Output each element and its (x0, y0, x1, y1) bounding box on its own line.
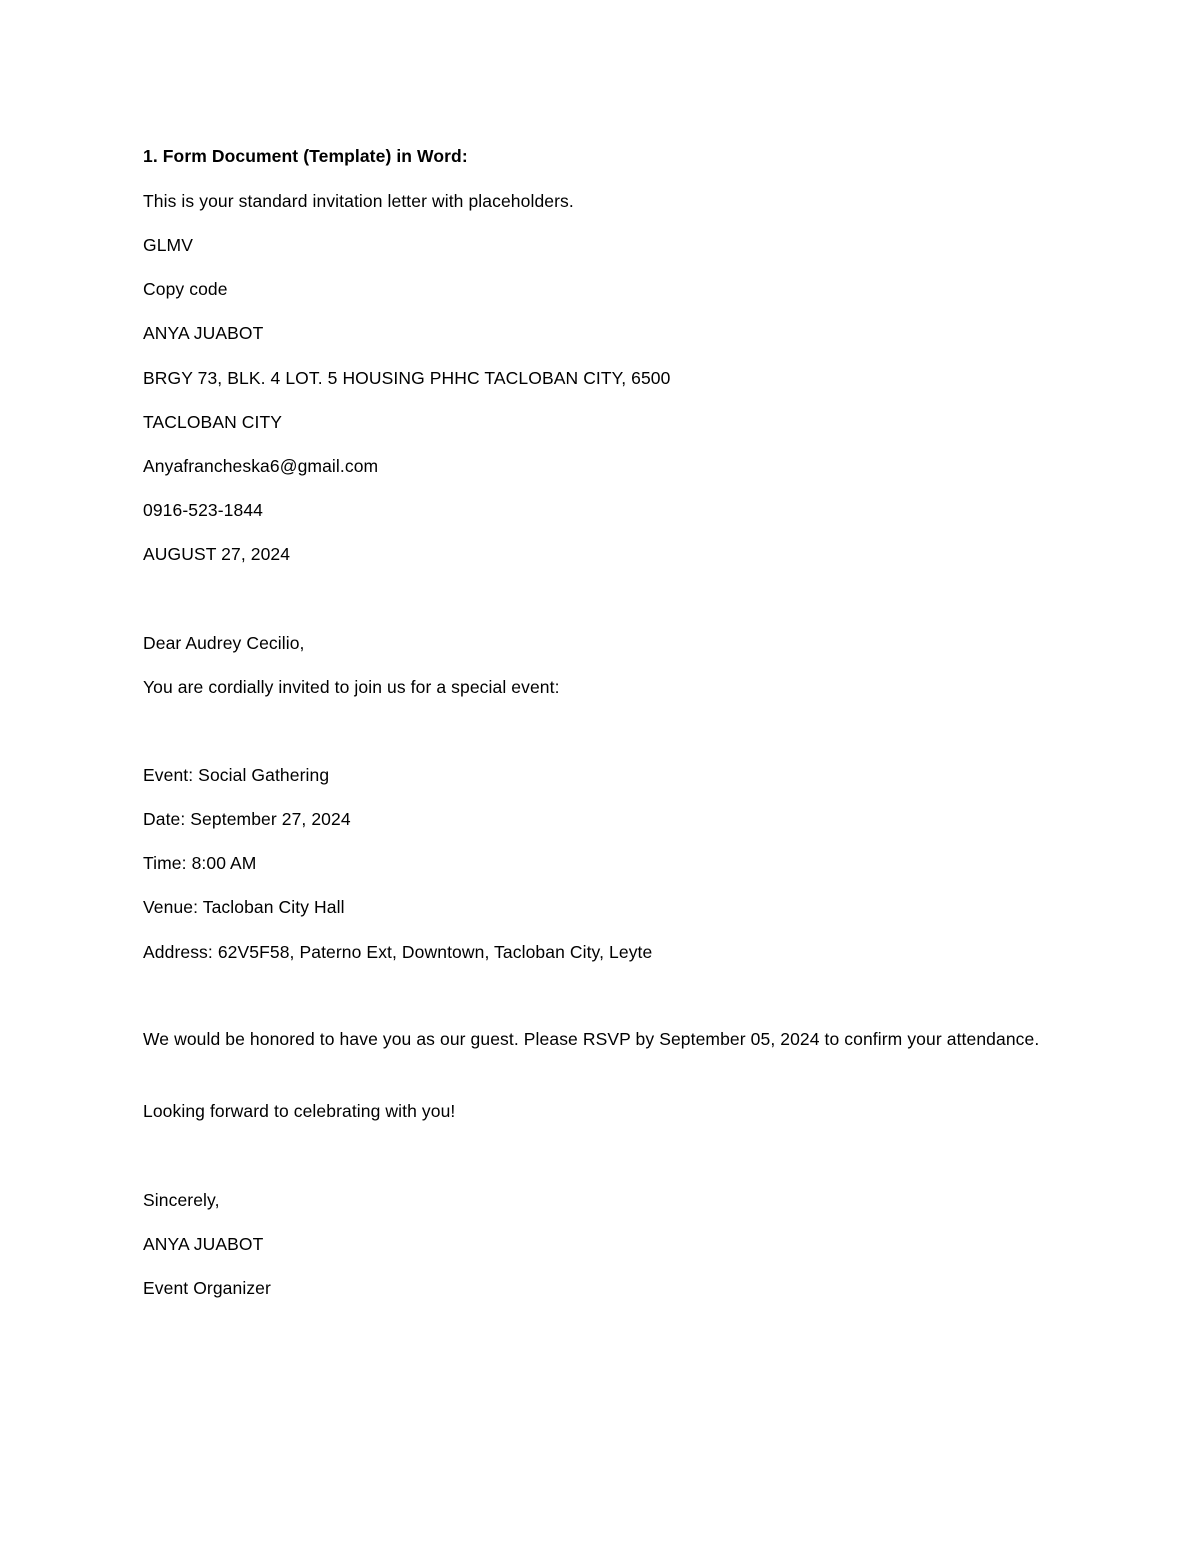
rsvp-paragraph: We would be honored to have you as our guest. Please RSVP by September 05, 2024 to confirm your attendance. (143, 1029, 1040, 1049)
glmv-label: GLMV (143, 235, 193, 255)
event-venue: Venue: Tacloban City Hall (143, 897, 345, 917)
sender-phone: 0916-523-1844 (143, 500, 264, 520)
salutation: Dear Audrey Cecilio, (143, 633, 305, 653)
signature-title: Event Organizer (143, 1278, 271, 1298)
sender-name: ANYA JUABOT (143, 323, 264, 343)
event-time: Time: 8:00 AM (143, 853, 257, 873)
signature-name: ANYA JUABOT (143, 1234, 264, 1254)
document-heading: 1. Form Document (Template) in Word: (143, 146, 468, 166)
looking-forward: Looking forward to celebrating with you! (143, 1101, 456, 1121)
event-address: Address: 62V5F58, Paterno Ext, Downtown, Tacloban City, Leyte (143, 942, 653, 962)
closing: Sincerely, (143, 1190, 220, 1210)
sender-city: TACLOBAN CITY (143, 412, 283, 432)
invite-line: You are cordially invited to join us for a special event: (143, 677, 560, 697)
event-date: Date: September 27, 2024 (143, 809, 351, 829)
intro-text: This is your standard invitation letter with placeholders. (143, 191, 574, 211)
sender-address: BRGY 73, BLK. 4 LOT. 5 HOUSING PHHC TACLOBAN CITY, 6500 (143, 368, 671, 388)
copy-code-label: Copy code (143, 279, 228, 299)
sender-email: Anyafrancheska6@gmail.com (143, 456, 379, 476)
event-name: Event: Social Gathering (143, 765, 330, 785)
letter-date: AUGUST 27, 2024 (143, 544, 291, 564)
